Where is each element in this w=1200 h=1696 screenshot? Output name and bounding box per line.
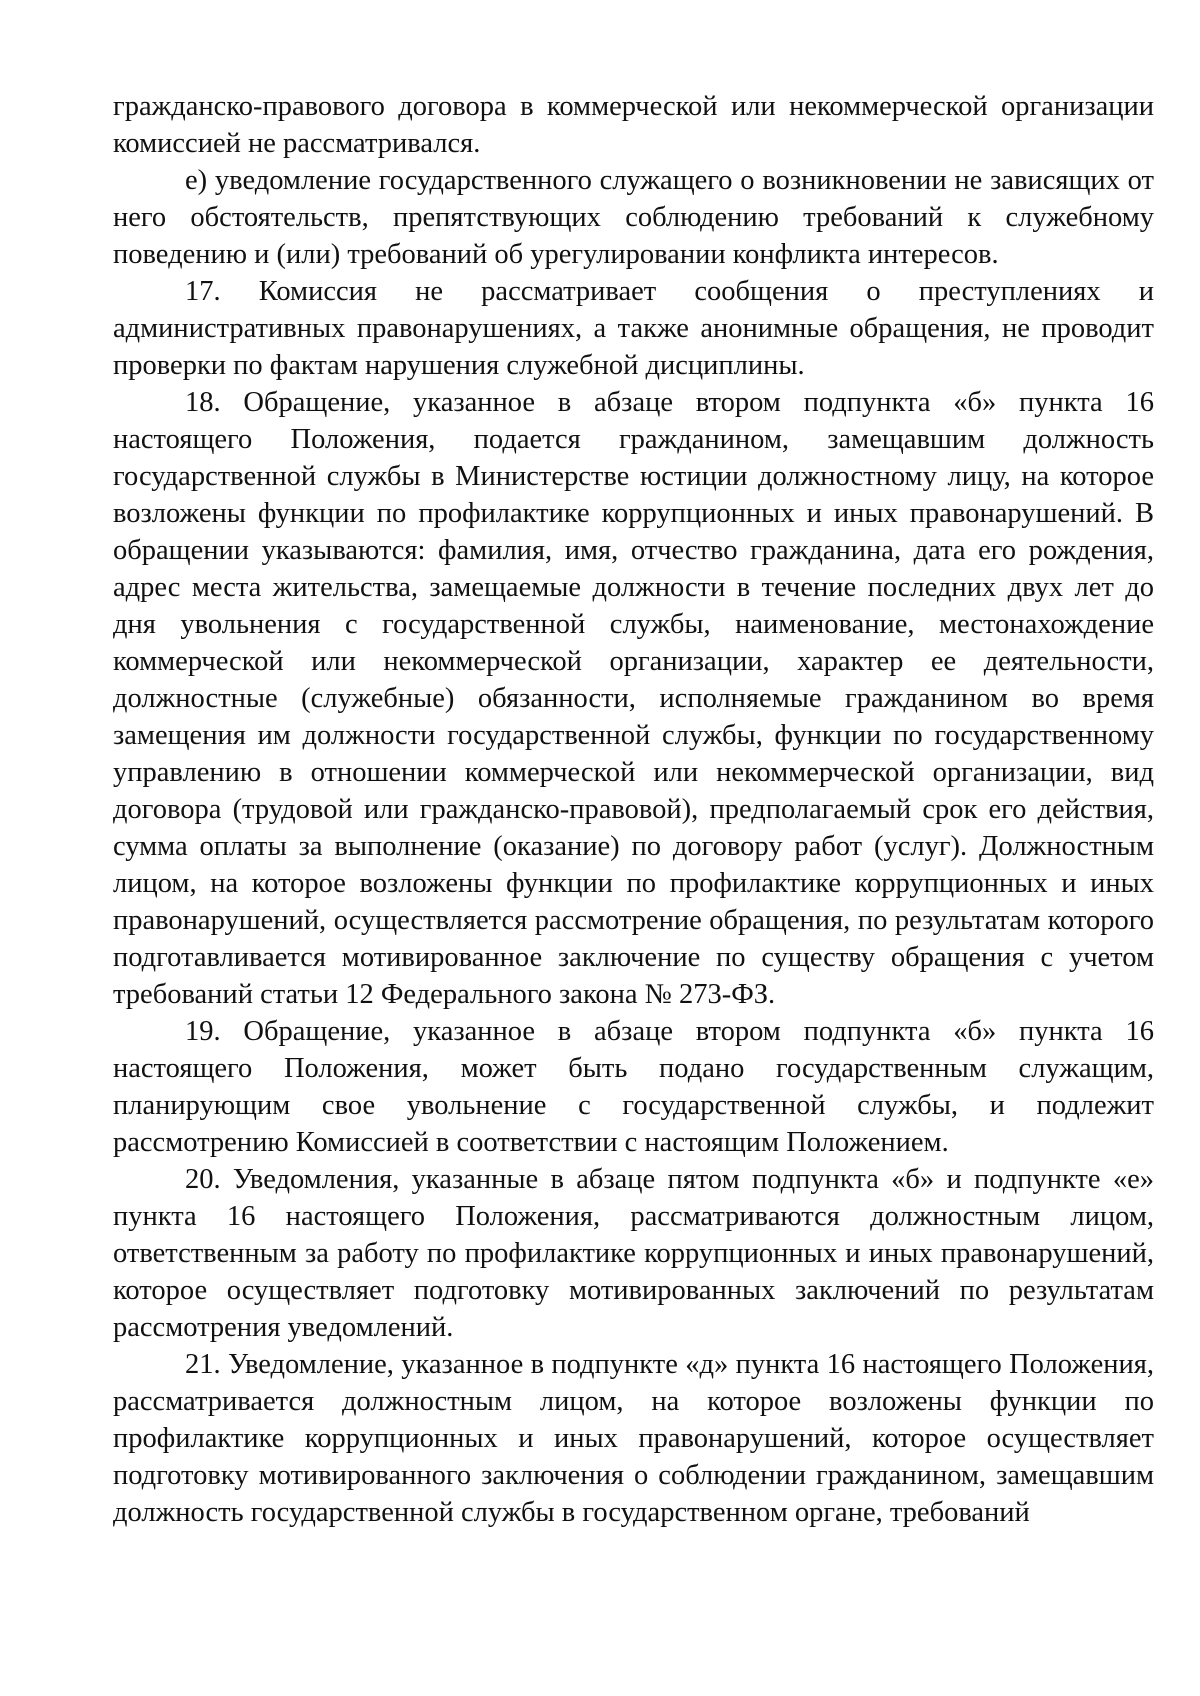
paragraph-item-21: 21. Уведомление, указанное в подпункте «д» пункта 16 настоящего Положения, рассматривается должностным лицом, на которое возложены функции по профилактике коррупционных и иных правонарушений, которое осуществляет подготовку мотивированного заключения о соблюдении гражданином, замещавшим должность государственной службы в государственном органе, требований: [113, 1349, 1154, 1528]
paragraph-item-17: 17. Комиссия не рассматривает сообщения о преступлениях и административных правонарушениях, а также анонимные обращения, не проводит проверки по фактам нарушения служебной дисциплины.: [113, 276, 1154, 381]
paragraph-item-18: 18. Обращение, указанное в абзаце втором подпункта «б» пункта 16 настоящего Положения, подается гражданином, замещавшим должность государственной службы в Министерстве юстиции должностному лицу, на которое возложены функции по профилактике коррупционных и иных правонарушений. В обращении указываются: фамилия, имя, отчество гражданина, дата его рождения, адрес места жительства, замещаемые должности в течение последних двух лет до дня увольнения с государственной службы, наименование, местонахождение коммерческой или некоммерческой организации, характер ее деятельности, должностные (служебные) обязанности, исполняемые гражданином во время замещения им должности государственной службы, функции по государственному управлению в отношении коммерческой или некоммерческой организации, вид договора (трудовой или гражданско-правовой), предполагаемый срок его действия, сумма оплаты за выполнение (оказание) по договору работ (услуг). Должностным лицом, на которое возложены функции по профилактике коррупционных и иных правонарушений, осуществляется рассмотрение обращения, по результатам которого подготавливается мотивированное заключение по существу обращения с учетом требований статьи 12 Федерального закона № 273-ФЗ.: [113, 387, 1154, 1010]
paragraph-subitem-e: е) уведомление государственного служащего о возникновении не зависящих от него обстоятельств, препятствующих соблюдению требований к служебному поведению и (или) требований об урегулировании конфликта интересов.: [113, 165, 1154, 270]
paragraph-item-19: 19. Обращение, указанное в абзаце втором подпункта «б» пункта 16 настоящего Положения, может быть подано государственным служащим, планирующим свое увольнение с государственной службы, и подлежит рассмотрению Комиссией в соответствии с настоящим Положением.: [113, 1016, 1154, 1158]
paragraph-item-20: 20. Уведомления, указанные в абзаце пятом подпункта «б» и подпункте «е» пункта 16 настоящего Положения, рассматриваются должностным лицом, ответственным за работу по профилактике коррупционных и иных правонарушений, которое осуществляет подготовку мотивированных заключений по результатам рассмотрения уведомлений.: [113, 1164, 1154, 1343]
paragraph-continuation: гражданско-правового договора в коммерческой или некоммерческой организации комиссией не рассматривался.: [113, 91, 1154, 159]
